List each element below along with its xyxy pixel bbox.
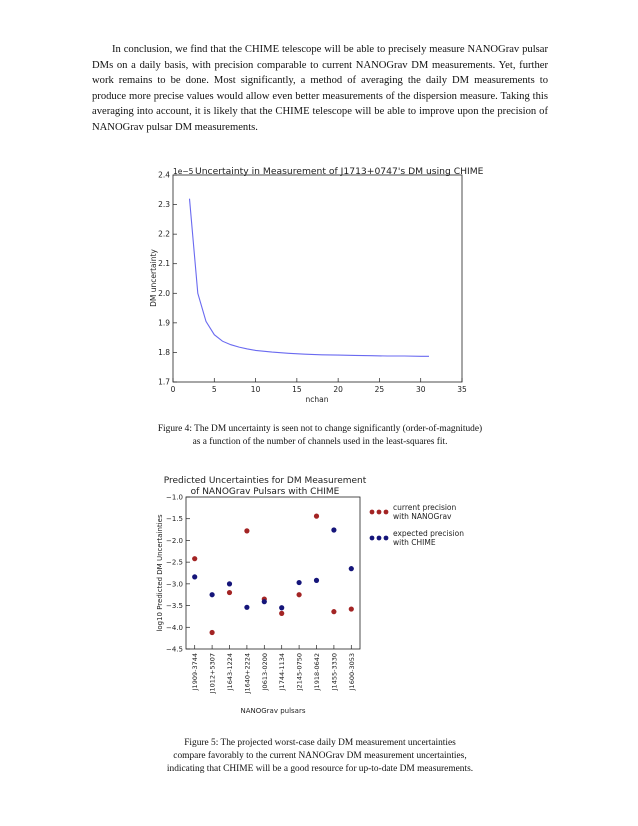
- chart2-title-line1: Predicted Uncertainties for DM Measurement: [163, 476, 367, 486]
- chart1-x-tick-label: 0: [170, 385, 176, 394]
- chart1-x-tick-label: 5: [211, 385, 217, 394]
- chart2-point-series2: [262, 599, 267, 604]
- chart2-x-tick-label: J1744-1134: [278, 653, 287, 691]
- chart2-legend-label: expected precision: [393, 529, 464, 538]
- chart2-point-series1: [192, 556, 197, 561]
- chart2-point-series1: [297, 592, 302, 597]
- chart2-x-tick-label: J1643-1224: [226, 653, 234, 691]
- chart2-point-series2: [349, 566, 354, 571]
- chart2-x-tick-label: J1600-3053: [347, 653, 356, 691]
- chart1-y-tick-label: 1.8: [158, 347, 170, 357]
- chart2-legend-marker: [370, 536, 375, 541]
- chart2-y-tick-label: −3.0: [166, 580, 183, 589]
- chart1-x-tick-label: 15: [292, 385, 302, 394]
- chart2-point-series2: [227, 581, 232, 586]
- chart2-y-tick-label: −2.0: [166, 536, 183, 545]
- figure-4-line-chart: [145, 160, 485, 405]
- chart2-x-tick-label: J2145-0750: [295, 653, 304, 691]
- chart2-y-axis-label: log10 Predicted DM Uncertainties: [156, 514, 164, 632]
- chart2-legend-label: with CHIME: [393, 538, 436, 547]
- figure-5-caption: [130, 737, 510, 776]
- chart2-legend-marker: [384, 536, 389, 541]
- chart1-offset-text: 1e−5: [173, 167, 194, 176]
- figure-5-caption-line3: indicating that CHIME will be a good resource for up-to-date DM measurements.: [166, 764, 474, 774]
- chart1-y-axis-label: DM uncertainty: [149, 249, 158, 307]
- figure-5-scatter-chart: [150, 468, 480, 718]
- chart1-x-axis-label: nchan: [305, 395, 329, 404]
- chart1-y-tick-label: 2.4: [158, 170, 170, 180]
- chart1-y-tick-label: 2.0: [158, 288, 170, 298]
- chart2-y-tick-label: −1.5: [166, 515, 183, 524]
- chart2-point-series1: [227, 590, 232, 595]
- chart1-plot-frame: [173, 175, 462, 382]
- chart2-point-series1: [210, 630, 215, 635]
- chart1-x-tick-label: 10: [250, 385, 261, 394]
- chart2-plot-frame: [186, 497, 360, 649]
- chart1-y-tick-label: 2.1: [158, 259, 170, 269]
- chart2-legend-marker: [377, 510, 382, 515]
- chart1-y-tick-label: 2.2: [158, 229, 170, 239]
- chart2-point-series2: [244, 605, 249, 610]
- chart2-point-series2: [314, 578, 319, 583]
- chart2-y-tick-label: −2.5: [166, 558, 183, 567]
- chart1-series-line: [190, 199, 430, 357]
- chart2-legend-marker: [370, 510, 375, 515]
- chart2-point-series2: [210, 592, 215, 597]
- chart2-x-axis-label: NANOGrav pulsars: [240, 707, 306, 715]
- chart2-point-series2: [279, 605, 284, 610]
- chart2-y-tick-label: −4.5: [166, 645, 183, 654]
- chart1-y-tick-label: 2.3: [158, 200, 170, 210]
- chart2-point-series2: [331, 527, 336, 532]
- chart1-y-tick-label: 1.9: [158, 318, 170, 328]
- chart1-x-tick-label: 20: [333, 385, 343, 394]
- chart2-title-line2: of NANOGrav Pulsars with CHIME: [190, 487, 340, 497]
- chart1-x-tick-label: 25: [374, 385, 385, 394]
- chart2-point-series2: [192, 574, 197, 579]
- chart2-x-tick-label: J1918-0642: [313, 653, 321, 691]
- figure-5-caption-line1: Figure 5: The projected worst-case daily DM measurement uncertainties: [184, 738, 456, 748]
- chart2-x-tick-label: J1012+5307: [208, 653, 217, 694]
- figure-4-caption-line1: Figure 4: The DM uncertainty is seen not to change significantly (order-of-magnitude): [157, 424, 483, 434]
- chart1-y-tick-label: 1.7: [158, 377, 170, 387]
- chart2-x-tick-label: J1455-3330: [330, 653, 339, 691]
- chart1-x-tick-label: 30: [415, 385, 426, 394]
- chart2-x-tick-label: J0613-0200: [260, 653, 269, 691]
- chart2-y-tick-label: −1.0: [166, 493, 183, 502]
- chart2-point-series1: [279, 611, 284, 616]
- chart1-x-tick-label: 35: [457, 385, 467, 394]
- chart2-point-series1: [314, 514, 319, 519]
- chart2-legend-marker: [384, 510, 389, 515]
- chart2-point-series1: [349, 606, 354, 611]
- chart2-point-series2: [297, 580, 302, 585]
- figure-5-caption-line2: compare favorably to the current NANOGrav DM measurement uncertainties,: [173, 751, 467, 761]
- chart2-point-series1: [331, 609, 336, 614]
- chart2-legend-label: current precision: [393, 503, 457, 512]
- chart1-title: Uncertainty in Measurement of J1713+0747's DM using CHIME: [195, 166, 484, 177]
- chart2-legend-label: with NANOGrav: [393, 512, 452, 521]
- chart2-x-tick-label: J1640+2224: [243, 653, 252, 694]
- chart2-point-series1: [244, 528, 249, 533]
- chart2-x-tick-label: J1909-3744: [191, 653, 200, 691]
- chart2-legend-marker: [377, 536, 382, 541]
- chart2-y-tick-label: −4.0: [166, 623, 183, 632]
- figure-4-caption: [120, 423, 520, 449]
- figure-4-caption-line2: as a function of the number of channels used in the least-squares fit.: [192, 437, 448, 447]
- chart2-y-tick-label: −3.5: [166, 602, 183, 611]
- conclusion-paragraph: In conclusion, we find that the CHIME telescope will be able to precisely measure NANOGrav pulsar DMs on a daily basis, with precision comparable to current NANOGrav DM measurements. Yet, further work remains to be done. Most significantly, a method of averaging the daily DM measurements to produce more precise values would allow even better measurements of the dispersion measure. Taking this averaging into account, it is likely that the CHIME telescope will be able to improve upon the precision of NANOGrav pulsar DM measurements.: [92, 44, 548, 133]
